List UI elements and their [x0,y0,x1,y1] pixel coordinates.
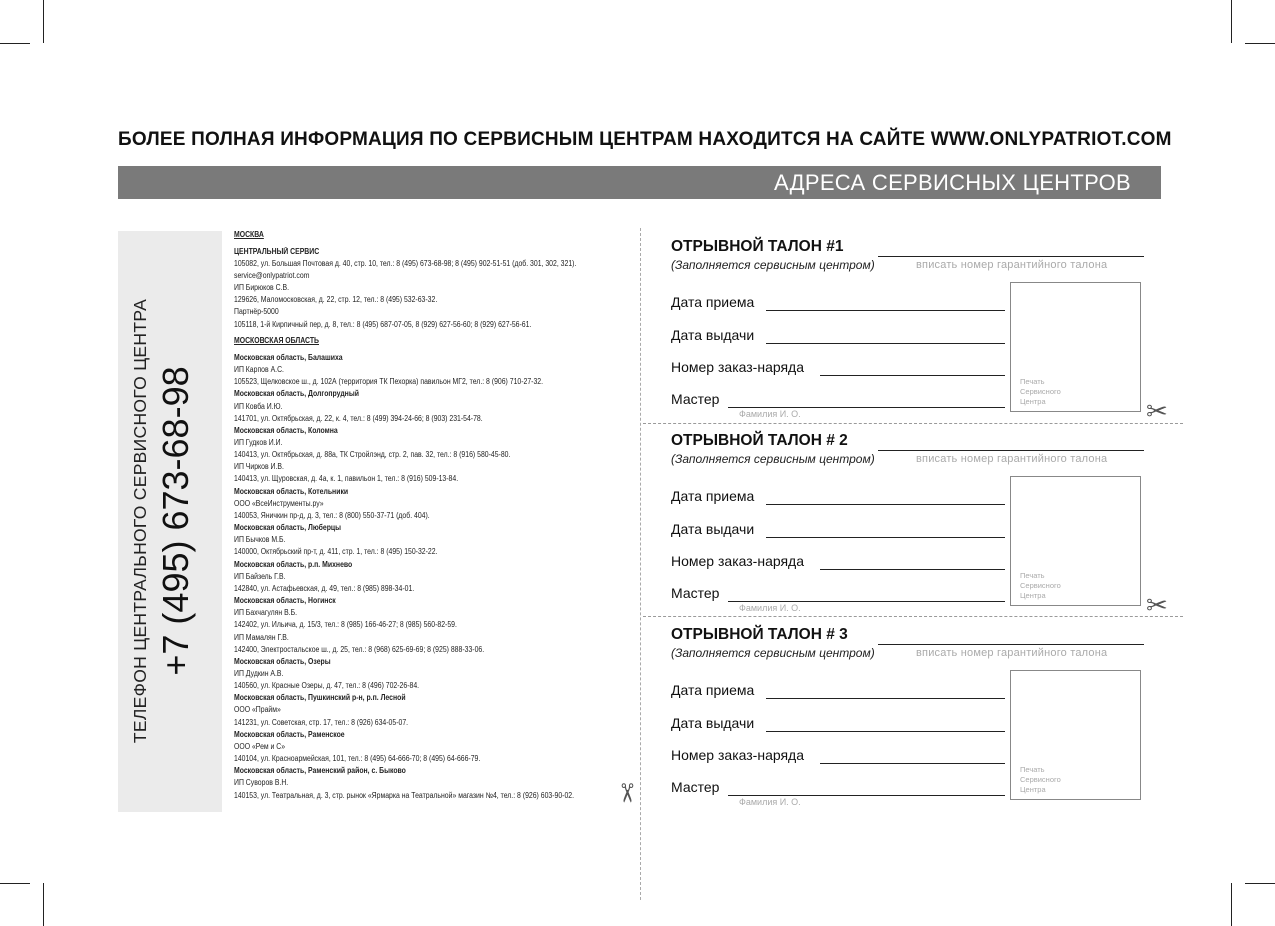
address-line: 140153, ул. Театральная, д. 3, стр. рынок «Ярмарка на Театральной» магазин №4, тел.: 8 (926) 603-90-02. [234,790,575,800]
field-line[interactable] [820,569,1005,570]
field-label: Номер заказ-наряда [671,747,805,763]
address-line: 129626, Маломосковская, д. 22, стр. 12, тел.: 8 (495) 532-63-32. [234,295,438,305]
crop-mark [43,0,44,43]
warranty-number-line[interactable] [878,450,1144,451]
banner-title: АДРЕСА СЕРВИСНЫХ ЦЕНТРОВ [773,170,1131,195]
field-line[interactable] [820,763,1005,764]
field-label: Дата приема [671,294,755,310]
field-line[interactable] [728,795,1005,796]
address-line: ИП Чирков И.В. [234,462,284,472]
address-heading: Московская область, Раменское [234,729,345,739]
address-heading: Московская область, Озеры [234,656,331,666]
address-line: 142402, ул. Ильича, д. 15/3, тел.: 8 (985) 166-46-27; 8 (985) 560-82-59. [234,620,457,630]
address-line: ИП Бирюков С.В. [234,283,290,293]
stamp-label: Печать Сервисного Центра [1020,377,1061,406]
cut-line [643,423,1183,424]
field-label: Мастер [671,779,720,795]
address-heading: Московская область, Ногинск [234,596,336,606]
address-heading: МОСКВА [234,230,264,239]
address-line: ИП Ковба И.Ю. [234,401,283,411]
phone-caption: ТЕЛЕФОН ЦЕНТРАЛЬНОГО СЕРВИСНОГО ЦЕНТРА [130,298,150,744]
crop-mark [0,883,30,884]
address-line: ООО «Рем и С» [234,741,286,751]
coupon-hint: вписать номер гарантийного талона [916,453,1108,465]
field-line[interactable] [728,601,1005,602]
cut-line [643,616,1183,617]
address-line: 141701, ул. Октябрьская, д. 22, к. 4, тел.: 8 (499) 394-24-66; 8 (903) 231-54-78. [234,413,483,423]
coupon-title: ОТРЫВНОЙ ТАЛОН # 3 [671,626,848,643]
crop-mark [1231,0,1232,43]
address-line: ИП Гудков И.И. [234,438,283,447]
address-heading: Московская область, Долгопрудный [234,389,359,399]
crop-mark [1231,883,1232,926]
address-line: ИП Дудкин А.В. [234,668,284,678]
address-line: 142840, ул. Астафьевская, д. 49, тел.: 8 (985) 898-34-01. [234,583,415,593]
address-heading: Московская область, Котельники [234,486,349,496]
page-headline: БОЛЕЕ ПОЛНАЯ ИНФОРМАЦИЯ ПО СЕРВИСНЫМ ЦЕНТРАМ НАХОДИТСЯ НА САЙТЕ WWW.ONLYPATRIOT.COM [118,129,1172,150]
coupon-subtitle: (Заполняется сервисным центром) [671,452,875,466]
address-line: 105523, Щелковское ш., д. 102А (территория ТК Пехорка) павильон МГ2, тел.: 8 (906) 710-27-32. [234,377,544,387]
address-line: 140053, Яничкин пр-д, д. 3, тел.: 8 (800) 550-37-71 (доб. 404). [234,510,430,520]
address-list [234,229,614,802]
address-heading: Московская область, Коломна [234,425,338,435]
crop-mark [1245,43,1275,44]
address-line: 140104, ул. Красноармейская, 101, тел.: 8 (495) 64-666-70; 8 (495) 64-666-79. [234,754,481,764]
crop-mark [1245,883,1275,884]
field-line[interactable] [766,310,1005,311]
address-line: Партнёр-5000 [234,307,279,317]
address-heading: ЦЕНТРАЛЬНЫЙ СЕРВИС [234,246,320,256]
crop-mark [0,43,30,44]
address-heading: Московская область, Пушкинский р-н, р.п. Лесной [234,693,406,703]
field-line[interactable] [766,343,1005,344]
address-line: 105082, ул. Большая Почтовая д. 40, стр. 10, тел.: 8 (495) 673-68-98; 8 (495) 902-51-51 (доб. 301, 302, 321). [234,258,577,268]
field-line[interactable] [766,731,1005,732]
address-line: ООО «ВсеИнструменты.ру» [234,498,324,508]
address-line: ИП Байзель Г.В. [234,571,286,581]
field-label: Мастер [671,585,720,601]
address-line: ИП Бахчагулян В.Б. [234,608,298,618]
stamp-box [1010,670,1141,800]
coupon-subtitle: (Заполняется сервисным центром) [671,646,875,660]
stamp-label: Печать Сервисного Центра [1020,765,1061,794]
address-line: 142400, Электростальское ш., д. 25, тел.: 8 (968) 625-69-69; 8 (925) 888-33-06. [234,644,485,654]
address-line: 141231, ул. Советская, стр. 17, тел.: 8 (926) 634-05-07. [234,717,409,727]
phone-panel [118,231,222,812]
field-line[interactable] [766,537,1005,538]
address-heading: Московская область, Раменский район, с. Быково [234,766,406,776]
address-heading: МОСКОВСКАЯ ОБЛАСТЬ [234,336,320,346]
tear-off-coupon [671,432,1146,612]
fio-hint: Фамилия И. О. [739,409,801,419]
address-line: 105118, 1-й Кирпичный пер, д. 8, тел.: 8 (495) 687-07-05, 8 (929) 627-56-60; 8 (929) 627-56-61. [234,319,532,329]
fio-hint: Фамилия И. О. [739,603,801,613]
address-line: 140413, ул. Щуровская, д. 4а, к. 1, павильон 1, тел.: 8 (916) 509-13-84. [234,474,459,484]
field-label: Номер заказ-наряда [671,359,805,375]
field-line[interactable] [766,698,1005,699]
scissors-icon: ✂ [1146,590,1168,620]
coupon-title: ОТРЫВНОЙ ТАЛОН # 2 [671,432,848,449]
field-label: Номер заказ-наряда [671,553,805,569]
address-heading: Московская область, Люберцы [234,523,342,533]
field-label: Дата приема [671,682,755,698]
tear-off-coupon [671,238,1146,418]
field-label: Мастер [671,391,720,407]
warranty-number-line[interactable] [878,644,1144,645]
section-banner [118,166,1161,199]
address-line: service@onlypatriot.com [234,270,310,280]
address-line: ИП Бычков М.Б. [234,535,286,545]
address-heading: Московская область, р.п. Михнево [234,559,353,569]
address-line: ИП Мамалян Г.В. [234,632,289,642]
field-label: Дата выдачи [671,327,755,343]
stamp-box [1010,476,1141,606]
fio-hint: Фамилия И. О. [739,797,801,807]
field-line[interactable] [728,407,1005,408]
warranty-number-line[interactable] [878,256,1144,257]
address-line: 140560, ул. Красные Озеры, д. 47, тел.: 8 (496) 702-26-84. [234,681,420,691]
tear-off-coupon [671,626,1146,806]
address-line: 140000, Октябрьский пр-т, д. 411, стр. 1, тел.: 8 (495) 150-32-22. [234,547,438,557]
stamp-label: Печать Сервисного Центра [1020,571,1061,600]
address-line: ООО «Прайм» [234,705,281,715]
coupon-subtitle: (Заполняется сервисным центром) [671,258,875,272]
stamp-box [1010,282,1141,412]
address-heading: Московская область, Балашиха [234,352,343,362]
scissors-icon: ✂ [611,782,642,804]
coupon-hint: вписать номер гарантийного талона [916,259,1108,271]
scissors-icon: ✂ [1146,396,1168,426]
address-line: ИП Карпов А.С. [234,365,284,375]
coupon-hint: вписать номер гарантийного талона [916,647,1108,659]
coupon-title: ОТРЫВНОЙ ТАЛОН #1 [671,238,844,255]
field-line[interactable] [820,375,1005,376]
field-label: Дата выдачи [671,715,755,731]
field-line[interactable] [766,504,1005,505]
address-line: ИП Суворов В.Н. [234,778,289,788]
address-line: 140413, ул. Октябрьская, д. 88а, ТК Стройлэнд, стр. 2, пав. 32, тел.: 8 (916) 580-45-80. [234,450,511,460]
field-label: Дата выдачи [671,521,755,537]
crop-mark [43,883,44,926]
phone-number: +7 (495) 673-68-98 [155,366,196,676]
field-label: Дата приема [671,488,755,504]
